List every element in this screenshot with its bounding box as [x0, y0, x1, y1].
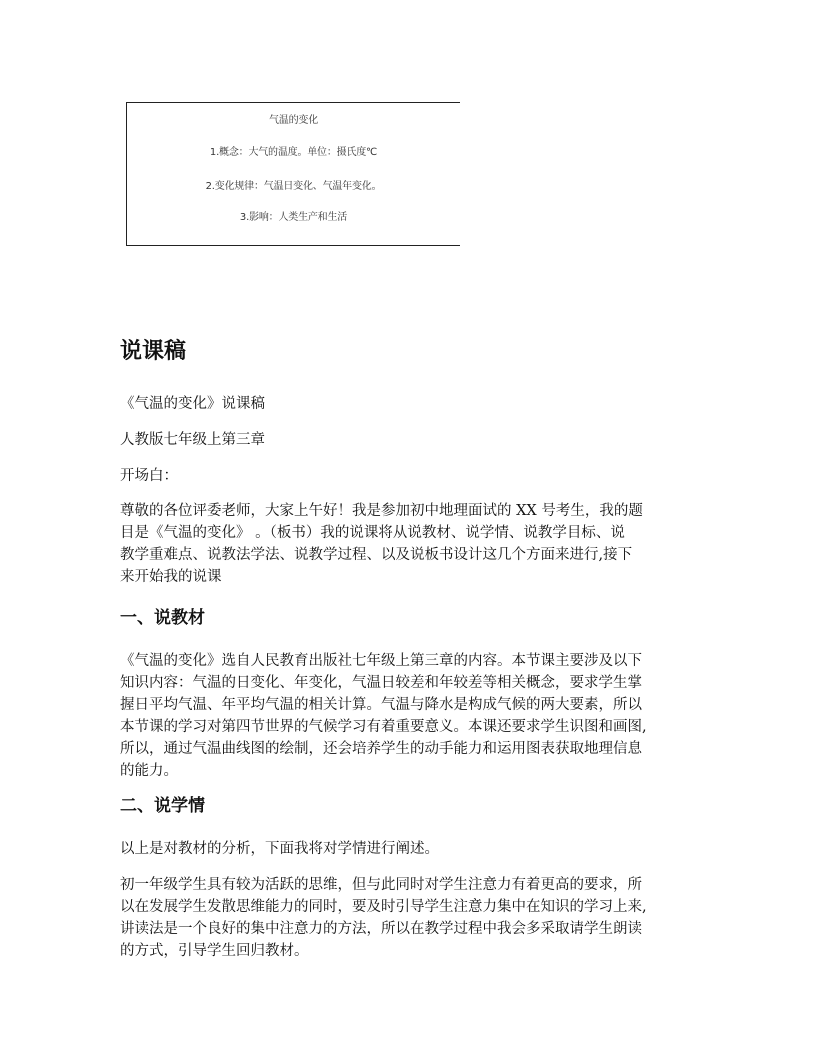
textbook-paragraph — [120, 650, 700, 782]
board-title: 气温的变化 — [269, 115, 318, 126]
paragraph-line: 讲读法是一个良好的集中注意力的方法，所以在教学过程中我会多采取请学生朗读 — [120, 921, 642, 937]
paragraph-line: 以在发展学生发散思维能力的同时，要及时引导学生注意力集中在知识的学习上来, — [120, 899, 647, 915]
opening-line: 尊敬的各位评委老师，大家上午好！我是参加初中地理面试的 XX 号考生，我的题 — [120, 503, 643, 519]
opening-line: 教学重难点、说教法学法、说教学过程、以及说板书设计这几个方面来进行,接下 — [120, 547, 633, 563]
opening-label: 开场白： — [120, 468, 178, 484]
paragraph-line: 的方式，引导学生回归教材。 — [120, 943, 309, 959]
paragraph-line: 本节课的学习对第四节世界的气候学习有着重要意义。本课还要求学生识图和画图, — [120, 719, 647, 735]
blackboard-design-box — [126, 102, 460, 246]
board-line-concept: 1.概念：大气的温度。单位：摄氏度℃ — [209, 147, 378, 158]
paragraph-line: 所以，通过气温曲线图的绘制，还会培养学生的动手能力和运用图表获取地理信息 — [120, 741, 642, 757]
paragraph-line: 《气温的变化》选自人民教育出版社七年级上第三章的内容。本节课主要涉及以下 — [120, 653, 642, 669]
edition-info: 人教版七年级上第三章 — [120, 432, 265, 448]
opening-line: 目是《气温的变化》 。（板书）我的说课将从说教材、说学情、说教学目标、说 — [120, 525, 625, 541]
section-heading-learners: 二、说学情 — [120, 796, 205, 816]
paragraph-line: 的能力。 — [120, 763, 178, 779]
document-title: 说课稿 — [120, 339, 187, 364]
opening-line: 来开始我的说课 — [120, 569, 222, 585]
board-line-impact: 3.影响：人类生产和生活 — [239, 212, 348, 223]
learners-paragraph — [120, 874, 700, 962]
paragraph-line: 初一年级学生具有较为活跃的思维，但与此同时对学生注意力有着更高的要求，所 — [120, 877, 642, 893]
paragraph-line: 握日平均气温、年平均气温的相关计算。气温与降水是构成气候的两大要素，所以 — [120, 697, 642, 713]
board-line-pattern: 2.变化规律：气温日变化、气温年变化。 — [205, 181, 382, 192]
lesson-title: 《气温的变化》说课稿 — [120, 396, 265, 412]
section-heading-textbook: 一、说教材 — [120, 608, 205, 628]
opening-paragraph — [120, 500, 700, 588]
learners-intro: 以上是对教材的分析，下面我将对学情进行阐述。 — [120, 841, 439, 857]
paragraph-line: 知识内容：气温的日变化、年变化，气温日较差和年较差等相关概念，要求学生掌 — [120, 675, 642, 691]
